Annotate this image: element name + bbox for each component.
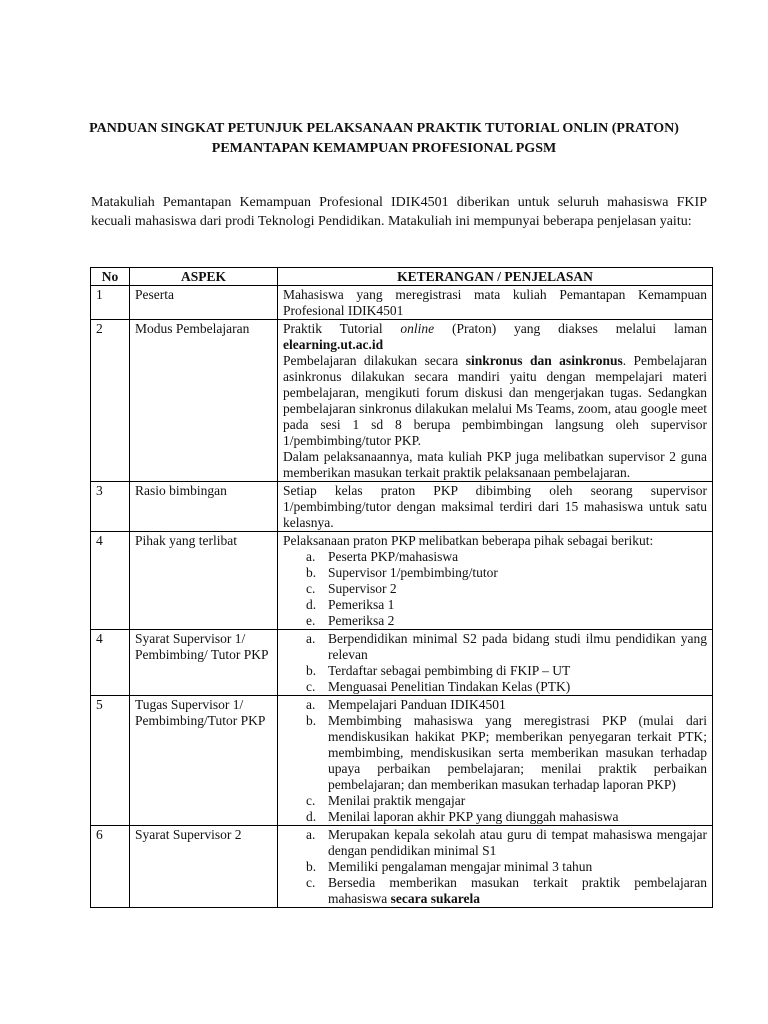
cell-no: 4 (91, 630, 130, 696)
list-item (306, 613, 707, 629)
cell-aspek: Syarat Supervisor 2 (130, 826, 278, 908)
list-item (306, 697, 707, 713)
list-item (306, 549, 707, 565)
cell-keterangan: Setiap kelas praton PKP dibimbing oleh seorang supervisor 1/pembimbing/tutor dengan maksimal terdiri dari 15 mahasiswa untuk satu kelasnya. (278, 482, 713, 532)
list-item (306, 679, 707, 695)
list-marker: c. (306, 679, 316, 694)
cell-keterangan (278, 696, 713, 826)
list-text: Pemeriksa 1 (328, 597, 395, 612)
list-marker: c. (306, 581, 316, 596)
text-run: . Pembelajaran asinkronus dilakukan secara mandiri yaitu dengan mempelajari materi pembelajaran, mengikuti forum diskusi dan mengerjakan tugas. Sedangkan pembelajaran sinkronus dilakukan melalui Ms Teams, zoom, atau google meet pada sesi 1 sd 8 berupa pembimbingan langsung oleh supervisor 1/pembimbing/tutor PKP. (283, 353, 708, 448)
cell-keterangan (278, 630, 713, 696)
text-run-italic: online (400, 321, 435, 336)
cell-keterangan (278, 826, 713, 908)
cell-keterangan (278, 532, 713, 630)
explanation-table (90, 267, 713, 908)
list-marker: a. (306, 827, 316, 842)
header-keterangan: KETERANGAN / PENJELASAN (278, 268, 713, 286)
paragraph: Dalam pelaksanaannya, mata kuliah PKP juga melibatkan supervisor 2 guna memberikan masukan terkait praktik pelaksanaan pembelajaran. (283, 449, 707, 480)
title-line-2: PEMANTAPAN KEMAMPUAN PROFESIONAL PGSM (211, 141, 557, 156)
list-item (306, 827, 707, 859)
list-marker: e. (306, 613, 316, 628)
table-row (91, 482, 713, 532)
list-text: Menguasai Penelitian Tindakan Kelas (PTK) (328, 679, 571, 694)
intro-paragraph: Matakuliah Pemantapan Kemampuan Profesional IDIK4501 diberikan untuk seluruh mahasiswa FKIP kecuali mahasiswa dari prodi Teknologi Pendidikan. Matakuliah ini mempunyai beberapa penjelasan yaitu: (91, 195, 707, 229)
list-lead: Pelaksanaan praton PKP melibatkan beberapa pihak sebagai berikut: (283, 533, 654, 548)
cell-aspek: Pihak yang terlibat (130, 532, 278, 630)
list-text: Bersedia memberikan masukan terkait praktik pembelajaran mahasiswa (328, 875, 707, 906)
cell-no: 1 (91, 286, 130, 320)
cell-aspek: Tugas Supervisor 1/ Pembimbing/Tutor PKP (130, 696, 278, 826)
list-text: Terdaftar sebagai pembimbing di FKIP – UT (328, 663, 571, 678)
paragraph (283, 353, 707, 449)
list (283, 697, 707, 825)
cell-aspek: Syarat Supervisor 1/ Pembimbing/ Tutor PKP (130, 630, 278, 696)
table-row (91, 696, 713, 826)
cell-no: 6 (91, 826, 130, 908)
list-marker: c. (306, 875, 316, 890)
list-item (306, 581, 707, 597)
list-marker: d. (306, 597, 317, 612)
list-marker: a. (306, 697, 316, 712)
document-title (60, 119, 708, 159)
cell-keterangan (278, 320, 713, 482)
list-text: Memiliki pengalaman mengajar minimal 3 tahun (328, 859, 593, 874)
url-text: elearning.ut.ac.id (283, 337, 384, 352)
list-text: Menilai praktik mengajar (328, 793, 466, 808)
table-row (91, 286, 713, 320)
list-text: Menilai laporan akhir PKP yang diunggah mahasiswa (328, 809, 619, 824)
header-aspek: ASPEK (130, 268, 278, 286)
cell-aspek: Peserta (130, 286, 278, 320)
list-item (306, 859, 707, 875)
list-text: Membimbing mahasiswa yang meregistrasi PKP (mulai dari mendiskusikan hakikat PKP; memberikan penyegaran terkait PTK; membimbing, mendiskusikan serta memberikan masukan terhadap upaya perbaikan pembelajaran; menilai praktik perbaikan pembelajaran; dan memberikan masukan terhadap laporan PKP) (328, 713, 707, 792)
title-line-1: PANDUAN SINGKAT PETUNJUK PELAKSANAAN PRAKTIK TUTORIAL ONLIN (PRATON) (89, 121, 679, 136)
list (283, 549, 707, 629)
table-row (91, 826, 713, 908)
text-run: Praktik Tutorial (283, 321, 401, 336)
table-row (91, 630, 713, 696)
list-marker: a. (306, 549, 316, 564)
cell-aspek: Modus Pembelajaran (130, 320, 278, 482)
list-item (306, 631, 707, 663)
list-marker: b. (306, 859, 317, 874)
list-text: Peserta PKP/mahasiswa (328, 549, 459, 564)
list-item (306, 875, 707, 907)
cell-no: 5 (91, 696, 130, 826)
list-marker: d. (306, 809, 317, 824)
cell-keterangan: Mahasiswa yang meregistrasi mata kuliah Pemantapan Kemampuan Profesional IDIK4501 (278, 286, 713, 320)
list-marker: b. (306, 663, 317, 678)
header-no: No (91, 268, 130, 286)
list-text: Berpendidikan minimal S2 pada bidang studi ilmu pendidikan yang relevan (328, 631, 707, 662)
cell-no: 3 (91, 482, 130, 532)
list-text: Supervisor 1/pembimbing/tutor (328, 565, 498, 580)
cell-aspek: Rasio bimbingan (130, 482, 278, 532)
table-row (91, 320, 713, 482)
cell-no: 4 (91, 532, 130, 630)
list-text: Merupakan kepala sekolah atau guru di tempat mahasiswa mengajar dengan pendidikan minimal S1 (328, 827, 707, 858)
list-marker: a. (306, 631, 316, 646)
list-text: Supervisor 2 (328, 581, 397, 596)
table-header-row (91, 268, 713, 286)
list-text-bold: secara sukarela (390, 891, 480, 906)
list-item (306, 597, 707, 613)
list (283, 827, 707, 907)
text-run: (Praton) yang diakses melalui laman (434, 321, 707, 336)
cell-no: 2 (91, 320, 130, 482)
list-item (306, 663, 707, 679)
list-text: Mempelajari Panduan IDIK4501 (328, 697, 506, 712)
list-item (306, 565, 707, 581)
text-run-bold: sinkronus dan asinkronus (465, 353, 623, 368)
table-row (91, 532, 713, 630)
list-item (306, 809, 707, 825)
list-item (306, 713, 707, 793)
text-run: Pembelajaran dilakukan secara (283, 353, 466, 368)
list (283, 631, 707, 695)
list-marker: b. (306, 713, 317, 728)
list-item (306, 793, 707, 809)
list-marker: c. (306, 793, 316, 808)
paragraph (283, 321, 707, 353)
list-marker: b. (306, 565, 317, 580)
list-text: Pemeriksa 2 (328, 613, 395, 628)
